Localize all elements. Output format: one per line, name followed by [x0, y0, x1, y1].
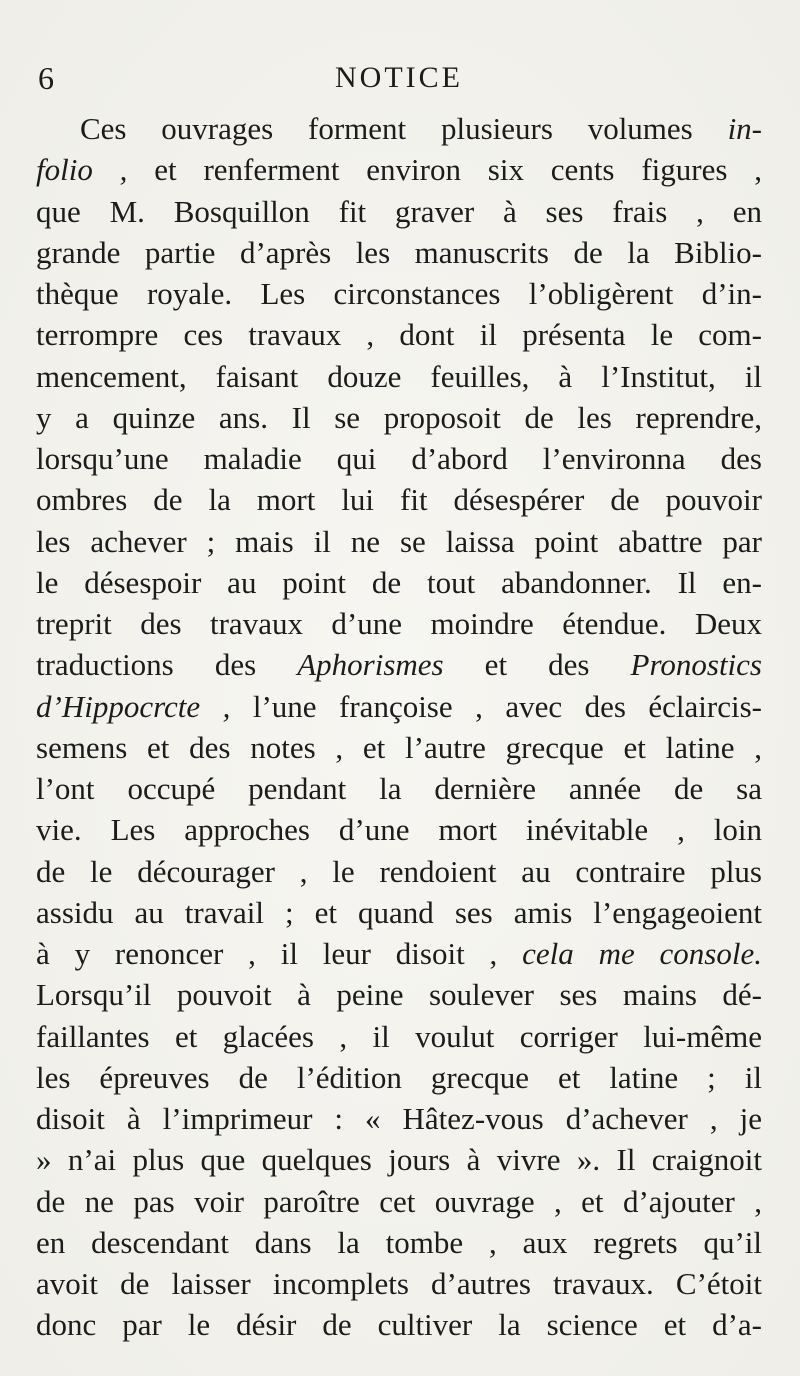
text-segment: treprit des travaux d’une moindre étendue. Deux — [36, 606, 762, 641]
italic-text: Pronostics — [630, 647, 762, 683]
text-segment: faillantes et glacées , il voulut corriger lui-même — [36, 1018, 762, 1054]
text-segment: de le décourager , le rendoient au contraire plus — [36, 853, 762, 889]
text-segment: le désespoir au point de tout abandonner. Il en- — [36, 564, 762, 600]
text-line — [36, 1263, 762, 1304]
page-number: 6 — [38, 60, 54, 96]
running-head: NOTICE — [335, 61, 463, 94]
text-line — [36, 686, 762, 727]
text-segment: les achever ; mais il ne se laissa point abattre par — [36, 523, 762, 559]
text-segment: terrompre ces travaux , dont il présenta le com- — [36, 317, 762, 353]
text-segment: lorsqu’une maladie qui d’abord l’environna des — [36, 441, 762, 476]
text-line — [36, 314, 762, 355]
text-line — [36, 644, 762, 685]
text-line — [36, 974, 762, 1015]
text-line — [36, 438, 762, 479]
text-line — [36, 892, 762, 933]
text-segment: mencement, faisant douze feuilles, à l’Institut, il — [36, 358, 762, 394]
text-line — [36, 273, 762, 314]
text-segment: assidu au travail ; et quand ses amis l’engageoient — [36, 894, 762, 930]
italic-text: Aphorismes — [297, 647, 444, 683]
italic-text: d’Hippocrcte , — [36, 688, 231, 724]
text-line — [36, 562, 762, 603]
text-line — [36, 768, 762, 809]
text-line — [36, 356, 762, 397]
italic-text: cela me console. — [522, 936, 762, 971]
text-line — [36, 1098, 762, 1139]
text-line — [36, 479, 762, 520]
text-segment: » n’ai plus que quelques jours à vivre ». Il craignoit — [36, 1142, 762, 1178]
text-line — [36, 727, 762, 768]
text-line — [36, 603, 762, 644]
text-line — [36, 108, 762, 149]
text-line — [36, 851, 762, 892]
text-line — [36, 809, 762, 850]
text-segment: y a quinze ans. Il se proposoit de les reprendre, — [36, 399, 762, 435]
text-line — [36, 1181, 762, 1222]
italic-text: in- — [727, 111, 762, 146]
text-segment: traductions des — [36, 647, 298, 683]
page-header — [38, 58, 760, 98]
text-line — [36, 933, 762, 974]
text-segment: Lorsqu’il pouvoit à peine soulever ses mains dé- — [36, 977, 762, 1013]
text-line — [36, 1057, 762, 1098]
text-line — [36, 397, 762, 438]
text-segment: grande partie d’après les manuscrits de la Biblio- — [36, 234, 762, 270]
text-segment: de ne pas voir paroître cet ouvrage , et d’ajouter , — [36, 1183, 762, 1219]
text-segment: l’ont occupé pendant la dernière année de sa — [36, 771, 762, 806]
text-line — [36, 1139, 762, 1180]
text-line — [36, 149, 762, 190]
text-segment: l’une françoise , avec des éclaircis- — [230, 688, 763, 724]
text-segment: ombres de la mort lui fit désespérer de pouvoir — [36, 482, 762, 518]
text-segment: disoit à l’imprimeur : « Hâtez-vous d’achever , je — [36, 1101, 762, 1136]
text-segment: en descendant dans la tombe , aux regrets qu’il — [36, 1224, 762, 1260]
text-line — [36, 521, 762, 562]
text-segment: thèque royale. Les circonstances l’obligèrent d’in- — [36, 276, 762, 311]
text-segment: et des — [443, 647, 631, 683]
text-line — [36, 1222, 762, 1263]
text-segment: semens et des notes , et l’autre grecque et latine , — [36, 729, 762, 765]
body-text — [36, 108, 762, 1346]
text-segment: Ces ouvrages forment plusieurs volumes — [80, 111, 728, 146]
text-segment: que M. Bosquillon fit graver à ses frais , en — [36, 193, 762, 229]
text-line — [36, 232, 762, 273]
italic-text: folio , — [36, 152, 128, 188]
text-line — [36, 1304, 762, 1345]
text-segment: et renferment environ six cents figures , — [127, 152, 762, 188]
text-segment: à y renoncer , il leur disoit , — [36, 936, 523, 971]
text-segment: les épreuves de l’édition grecque et latine ; il — [36, 1059, 762, 1095]
text-segment: avoit de laisser incomplets d’autres travaux. C’étoit — [36, 1266, 762, 1301]
text-line — [36, 1016, 762, 1057]
text-segment: donc par le désir de cultiver la science et d’a- — [36, 1307, 762, 1343]
text-segment: vie. Les approches d’une mort inévitable , loin — [36, 812, 762, 848]
text-line — [36, 191, 762, 232]
